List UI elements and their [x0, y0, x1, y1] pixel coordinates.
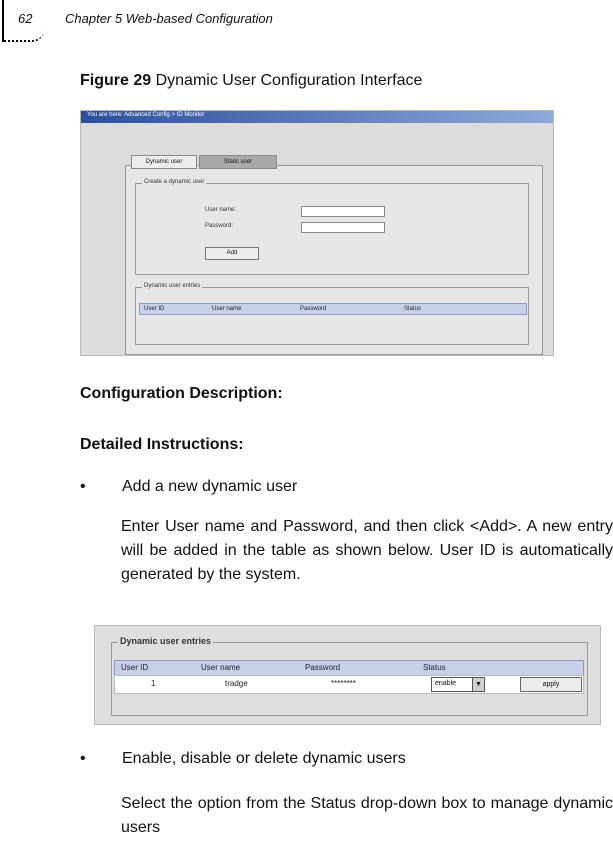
cell-password: ********: [331, 679, 356, 688]
header-user-name: User name: [201, 663, 241, 672]
figure-label: Figure 29: [80, 72, 152, 89]
figure-title: Dynamic User Configuration Interface: [155, 72, 423, 89]
chevron-down-icon[interactable]: ▼: [472, 678, 484, 691]
column-user-name: User name: [212, 306, 242, 312]
add-button[interactable]: Add: [205, 247, 259, 260]
username-input[interactable]: [301, 206, 385, 217]
figure-caption: [80, 72, 422, 90]
password-input[interactable]: [301, 222, 385, 233]
dynamic-user-config-screenshot: [80, 110, 554, 356]
create-user-legend: Create a dynamic user: [144, 179, 205, 185]
header-user-id: User ID: [121, 663, 149, 672]
window-title: You are here: Advanced Config > ID Monitor: [87, 112, 205, 118]
user-entries-legend: Dynamic user entries: [144, 283, 201, 289]
add-user-instructions: Enter User name and Password, and then click <Add>. A new entry will be added in the table as shown below. User ID is automatically generated by the system.: [121, 518, 613, 583]
tab-static-user[interactable]: Static user: [199, 155, 277, 169]
apply-button[interactable]: apply: [520, 677, 582, 692]
column-user-id: User ID: [144, 306, 165, 312]
password-label: Password:: [205, 223, 234, 229]
entries-header: [114, 660, 584, 676]
manage-users-instructions: Select the option from the Status drop-down box to manage dynamic users: [121, 795, 613, 836]
bullet-add-user-title: Add a new dynamic user: [122, 478, 298, 495]
cell-user-id: 1: [151, 679, 156, 688]
username-label: User name:: [205, 207, 237, 213]
status-value: enable: [435, 680, 457, 687]
user-entries-group: [135, 283, 529, 345]
header-status: Status: [423, 663, 446, 672]
entries-legend: Dynamic user entries: [120, 636, 212, 646]
column-status: Status: [404, 306, 422, 312]
bullet-marker-2: •: [80, 750, 86, 767]
entries-group: [111, 636, 588, 716]
table-row: [114, 675, 584, 694]
status-select[interactable]: [431, 677, 485, 692]
window-titlebar: [81, 111, 553, 123]
entries-table-header: [139, 303, 527, 315]
chapter-title: Chapter 5 Web-based Configuration: [65, 11, 273, 26]
config-description-heading: Configuration Description:: [80, 385, 283, 402]
page-corner-dots: [4, 30, 44, 42]
page-number: 62: [18, 11, 33, 26]
header-password: Password: [305, 663, 341, 672]
cell-user-name: tradge: [225, 679, 248, 688]
column-password: Password: [300, 306, 327, 312]
detailed-instructions-heading: Detailed Instructions:: [80, 436, 244, 453]
tab-dynamic-user[interactable]: Dynamic user: [131, 155, 197, 169]
bullet-manage-users-title: Enable, disable or delete dynamic users: [122, 750, 406, 767]
user-entries-screenshot: [94, 625, 601, 725]
bullet-marker: •: [80, 478, 86, 495]
